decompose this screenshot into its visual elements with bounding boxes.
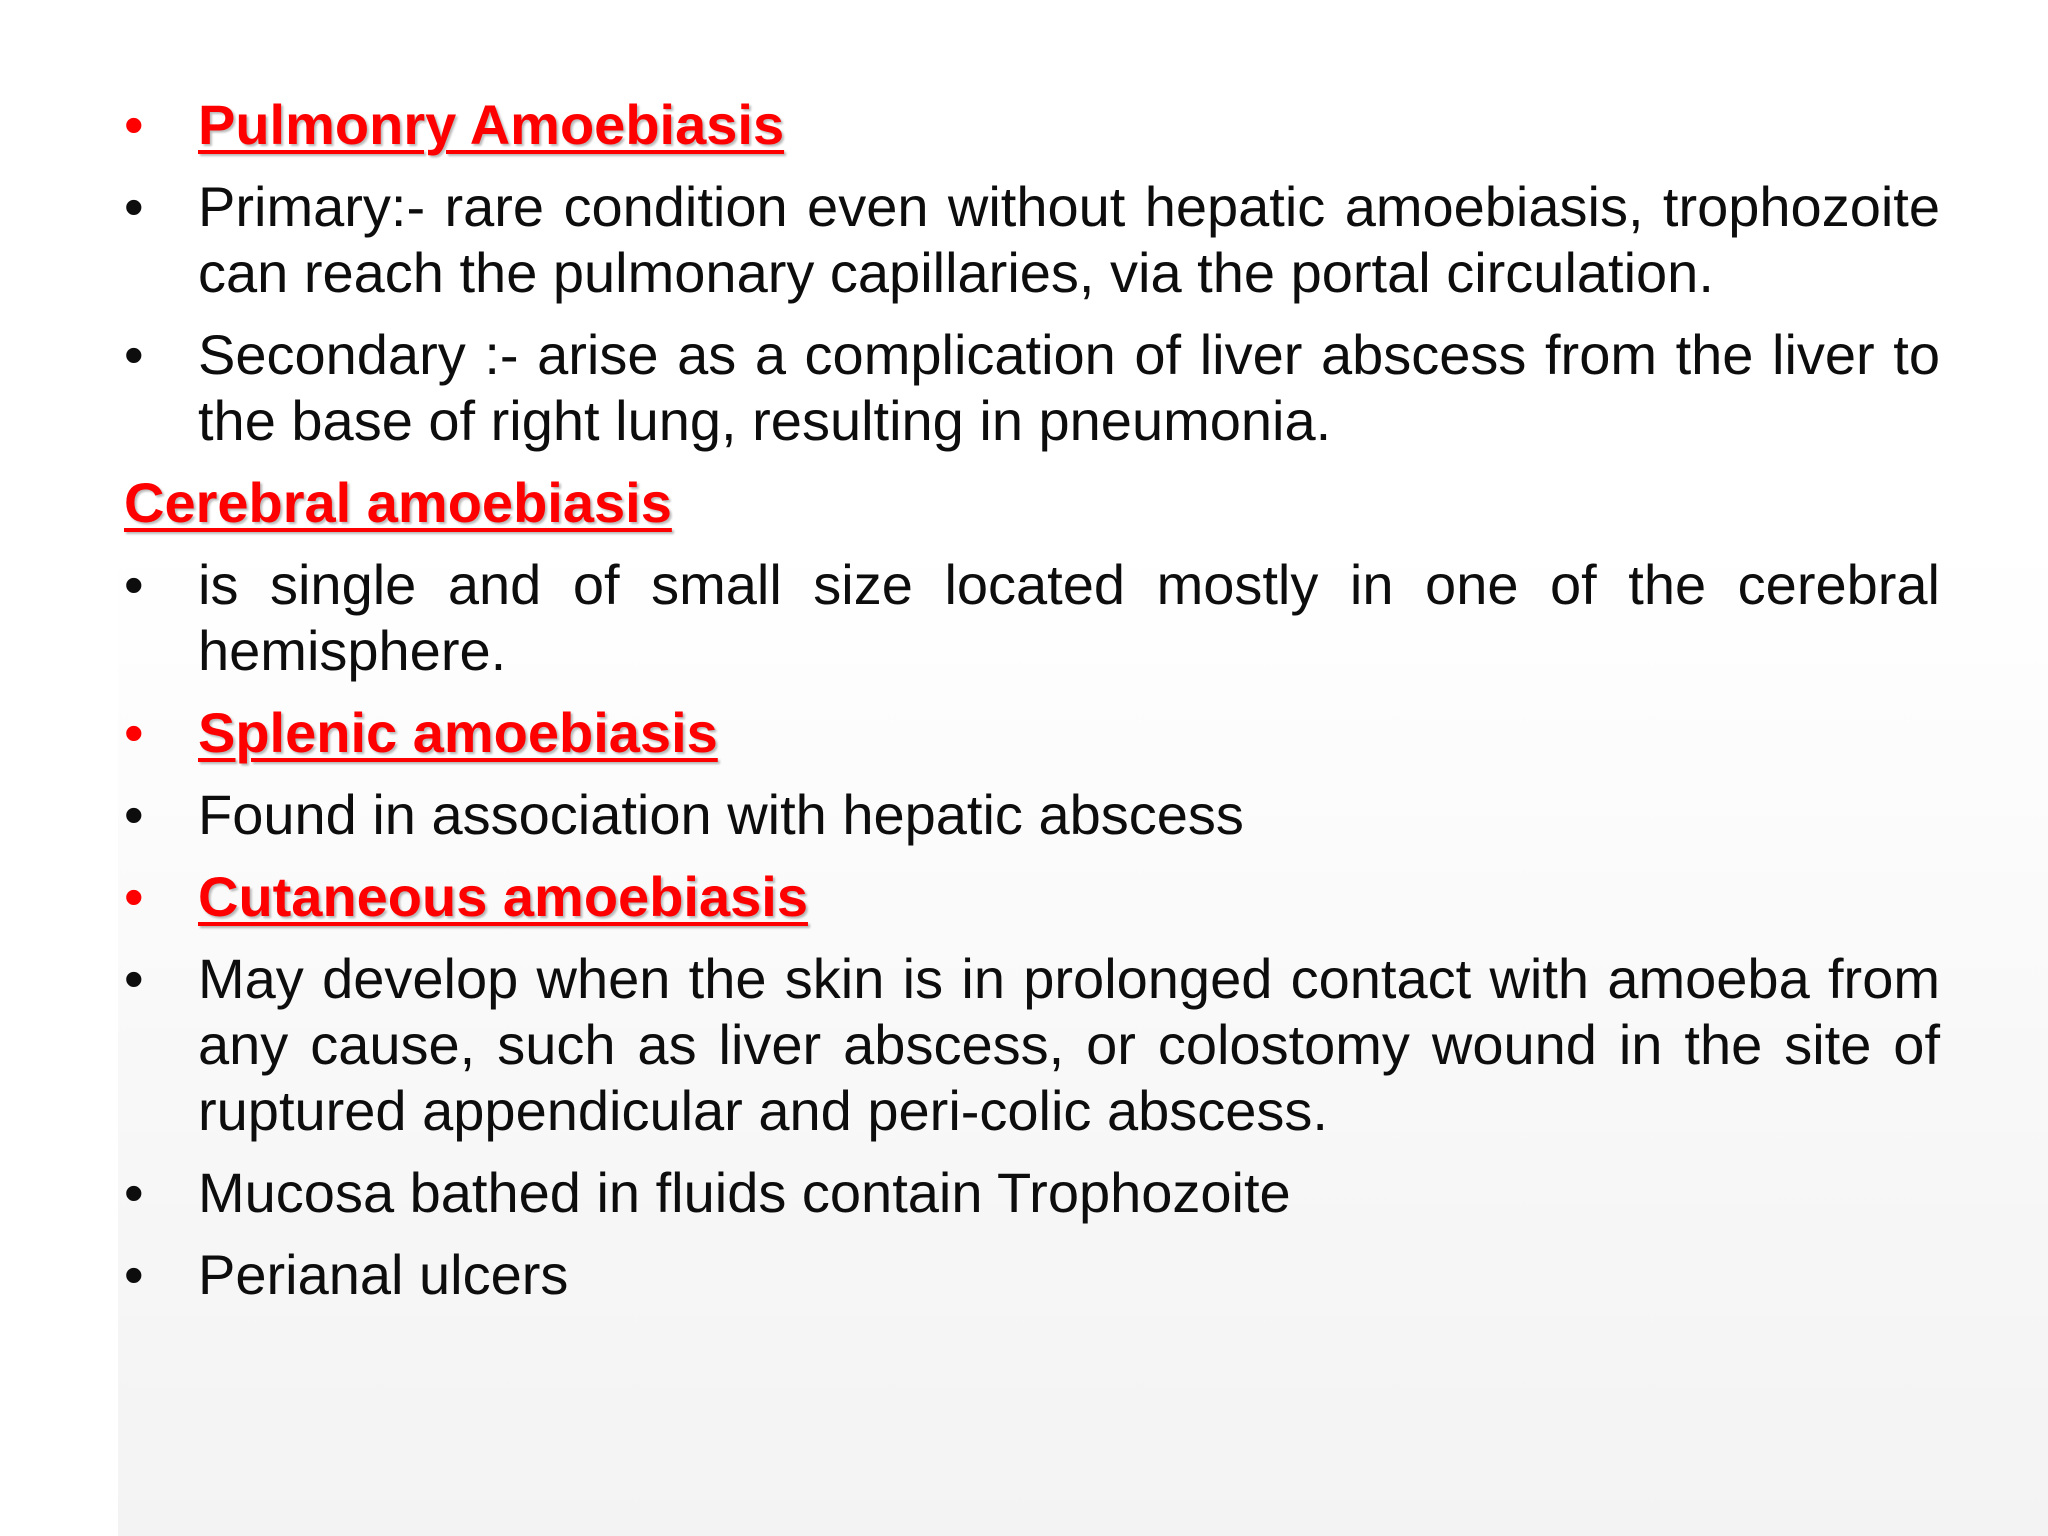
list-item-heading-cerebral [118, 470, 1940, 536]
list-item-text: Primary:- rare condition even without hepatic amoebiasis, trophozoite can reach the pulmonary capillaries, via the portal circulation. [198, 175, 1940, 304]
bullet-icon: • [124, 93, 144, 156]
bullet-icon: • [124, 947, 144, 1010]
list-item-heading-splenic [118, 700, 1940, 766]
list-item-text: Found in association with hepatic abscess [198, 783, 1244, 846]
list-item-heading-pulmonary [118, 92, 1940, 158]
section-heading: Cutaneous amoebiasis [198, 865, 808, 928]
list-item-text: is single and of small size located mostly in one of the cerebral hemisphere. [198, 553, 1940, 682]
bullet-icon: • [124, 865, 144, 928]
section-heading: Splenic amoebiasis [198, 701, 718, 764]
list-item [118, 782, 1940, 848]
list-item [118, 552, 1940, 684]
list-item [118, 174, 1940, 306]
list-item [118, 946, 1940, 1144]
list-item [118, 1160, 1940, 1226]
bullet-icon: • [124, 1243, 144, 1306]
list-item [118, 1242, 1940, 1308]
list-item-text: Mucosa bathed in fluids contain Trophozoite [198, 1161, 1291, 1224]
slide-content [118, 92, 1940, 1324]
bullet-icon: • [124, 783, 144, 846]
list-item-text: Perianal ulcers [198, 1243, 569, 1306]
list-item-text: Secondary :- arise as a complication of liver abscess from the liver to the base of right lung, resulting in pneumonia. [198, 323, 1940, 452]
section-heading: Cerebral amoebiasis [124, 471, 672, 534]
bullet-icon: • [124, 175, 144, 238]
section-heading: Pulmonry Amoebiasis [198, 93, 785, 156]
list-item-text: May develop when the skin is in prolonged contact with amoeba from any cause, such as liver abscess, or colostomy wound in the site of ruptured appendicular and peri-colic abscess. [198, 947, 1940, 1142]
bullet-icon: • [124, 1161, 144, 1224]
list-item-heading-cutaneous [118, 864, 1940, 930]
bullet-icon: • [124, 701, 144, 764]
list-item [118, 322, 1940, 454]
bullet-icon: • [124, 323, 144, 386]
bullet-icon: • [124, 553, 144, 616]
